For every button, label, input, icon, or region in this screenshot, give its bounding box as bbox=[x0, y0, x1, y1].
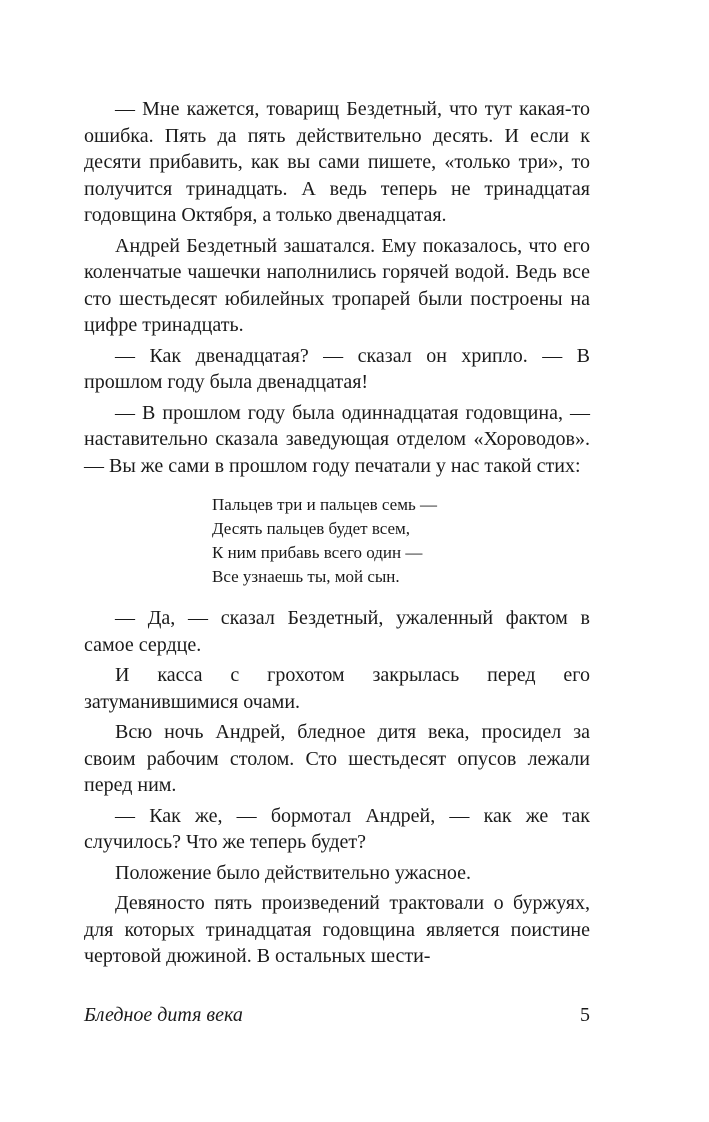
paragraph: — Мне кажется, товарищ Бездетный, что тут какая-то ошибка. Пять да пять действительно десять. И если к десяти прибавить, как вы сами пишете, «только три», то получится тринадцать. А ведь теперь не тринадцатая годовщина Октября, а только двенадцатая. bbox=[84, 98, 590, 226]
poem-quote bbox=[212, 493, 590, 589]
poem-line: К ним прибавь всего один — bbox=[212, 543, 423, 562]
poem-line: Все узнаешь ты, мой сын. bbox=[212, 567, 400, 586]
poem-line: Пальцев три и пальцев семь — bbox=[212, 495, 437, 514]
page-number: 5 bbox=[580, 1004, 590, 1026]
poem-line: Десять пальцев будет всем, bbox=[212, 519, 411, 538]
paragraph: Всю ночь Андрей, бледное дитя века, просидел за своим рабочим столом. Сто шестьдесят опусов лежали перед ним. bbox=[84, 721, 590, 796]
paragraph: Андрей Бездетный зашатался. Ему показалось, что его коленчатые чашечки наполнились горячей водой. Ведь все сто шестьдесят юбилейных тропарей были построены на цифре тринадцать. bbox=[84, 234, 590, 336]
paragraph: — В прошлом году была одиннадцатая годовщина, — наставительно сказала заведующая отделом «Хороводов». — Вы же сами в прошлом году печатали у нас такой стих: bbox=[84, 401, 590, 477]
paragraph: И касса с грохотом закрылась перед его затуманившимися очами. bbox=[84, 664, 590, 713]
paragraph: Положение было действительно ужасное. bbox=[115, 861, 472, 884]
paragraph: Девяносто пять произведений трактовали о буржуях, для которых тринадцатая годовщина является поистине чертовой дюжиной. В остальных шести- bbox=[84, 892, 590, 967]
paragraph: — Как же, — бормотал Андрей, — как же так случилось? Что же теперь будет? bbox=[84, 804, 590, 853]
page-body bbox=[84, 96, 590, 974]
paragraph: — Как двенадцатая? — сказал он хрипло. — В прошлом году была двенадцатая! bbox=[84, 344, 590, 393]
paragraph: — Да, — сказал Бездетный, ужаленный фактом в самое сердце. bbox=[84, 607, 590, 656]
running-footer-title: Бледное дитя века bbox=[84, 1004, 243, 1026]
